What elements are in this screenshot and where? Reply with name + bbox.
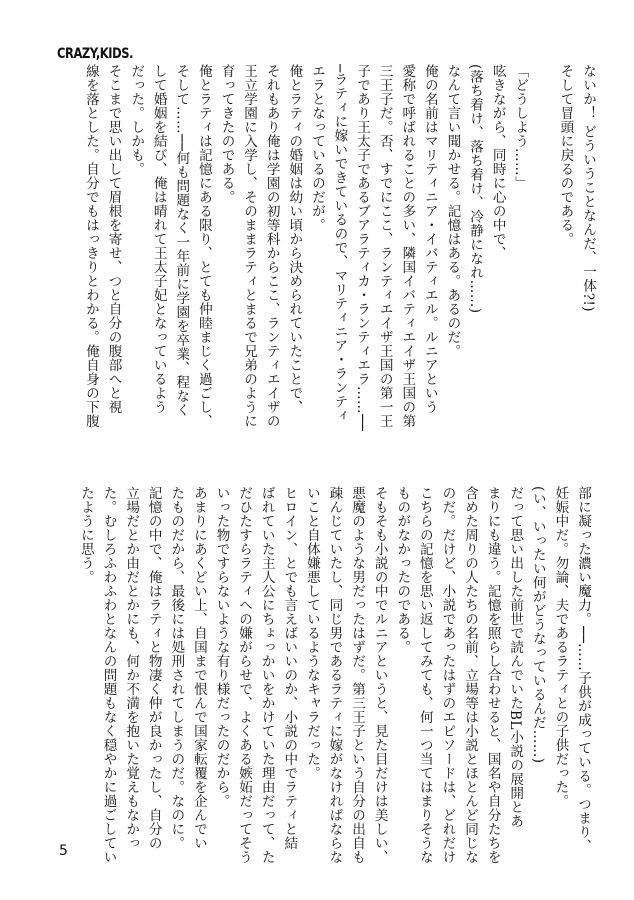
text-line: 俺とラティは記憶にある限り、とても仲睦まじく過ごし、 <box>195 64 212 428</box>
text-line <box>531 64 554 464</box>
text-line: 子であり王太子であるブアラティカ・ランティエラ……── <box>354 64 371 432</box>
text-line: いこと自体嫌悪しているようなキャラだった。 <box>303 486 320 780</box>
text-line: 三王子だ。否、すでにここ、ランティエイザ王国の第一王 <box>376 64 393 428</box>
text-line: 線を落とした。自分でもはっきりとわかる。俺自身の下腹 <box>82 64 99 428</box>
text-line: まりにも違う。記憶を照らし合わせると、国名や自分たちを <box>484 486 501 864</box>
text-line: 愛称で呼ばれることの多い、隣国イバティエイザ王国の第 <box>399 64 416 428</box>
text-line: 含めた周りの人たちの名前、立場等は小説とほとんど同じな <box>462 486 479 864</box>
text-line: だって思い出した前世で読んでいたBL小説の展開とあ <box>507 486 524 828</box>
text-line: そして……──何も問題なく一年前に学園を卒業、程なく <box>173 64 190 418</box>
text-line: そこまで思い出して眉根を寄せ、つと自分の腹部へと視 <box>105 64 122 414</box>
text-line: して婚姻を結び、俺は晴れて王太子妃となっているよう <box>150 64 167 414</box>
text-line: それもあり俺は学園の初等科からここ、ランティエイザの <box>263 64 280 428</box>
text-line: 疎んじていたし、同じ男であるラティに嫁がなければならな <box>326 486 343 864</box>
text-line: 立場だとか由だとかにも、何か不満を抱いた覚えもなかっ <box>123 486 140 850</box>
text-line: のだ。だけど、小説であったはずのエピソードは、どれだけ <box>439 486 456 864</box>
text-line: ─ラティに嫁いできているので、マリティニア・ランティ <box>331 64 348 423</box>
text-line: ばれていた主人公にちょっかいをかけていた理由だって、た <box>258 486 275 864</box>
text-line: 「どうしよう……」 <box>512 64 529 190</box>
text-line: 俺とラティの婚姻は幼い頃から決められていたことで、 <box>286 64 303 414</box>
text-line: いった物ですらないような有り様だったのだから。 <box>213 486 230 808</box>
text-line: 部に凝った濃い魔力。──……子供が成っている。つまり、 <box>575 486 591 854</box>
text-line: たものだから、最後には処刑されてしまうのだ。なのに。 <box>168 486 185 850</box>
text-line: 悪魔のような男だったはずだ。第三王子という自分の出自も <box>349 486 366 864</box>
text-line: 俺の名前はマリティニア・イバティエル。ルニアという <box>421 64 438 414</box>
text-line: なんて言い聞かせる。記憶はある。あるのだ。 <box>444 64 461 358</box>
text-line: そして冒頭に戻るのである。 <box>557 64 574 246</box>
text-line: エラとなっているのだが。 <box>308 64 325 232</box>
text-line: 妊娠中だ。勿論、夫であるラティとの子供だった。 <box>552 486 569 808</box>
text-line: 呟きながら、同時に心の中で、 <box>489 64 506 260</box>
text-line: ないか！ どういうことなんだ、一体?!) <box>580 64 596 312</box>
text-line: 記憶の中で、俺はラティと物凄く仲が良かったし、自分の <box>145 486 162 850</box>
text-line: たように思う。 <box>77 486 94 584</box>
text-line: だった。しかも。 <box>128 64 145 176</box>
text-line: こちらの記憶を思い返してみても、何一つ当てはまりそうな <box>416 486 433 864</box>
text-line: ヒロイン、とでも言えばいいのか、小説の中でラティと結 <box>281 486 298 850</box>
text-block-upper <box>79 64 599 464</box>
text-line: 王立学園に入学し、そのままラティとまるで兄弟のように <box>241 64 258 428</box>
text-line: あまりにあくどい上、自国まで恨んで国家転覆を企んでい <box>190 486 207 850</box>
book-title-header: CRAZY,KIDS. <box>57 46 134 62</box>
text-line: 育ってきたのである。 <box>218 64 235 204</box>
text-line: (い、いったい何がどうなっているんだ……) <box>529 486 546 764</box>
text-line: そもそも小説の中でルニアというと、見た目だけは美しい、 <box>371 486 388 864</box>
page-number: 5 <box>59 843 68 859</box>
text-line: ものがなかったのである。 <box>394 486 411 654</box>
text-line: だひたすらラティへの嫌がらせで、よくある嫉妬だってそう <box>236 486 253 864</box>
text-block-lower <box>74 486 594 878</box>
text-line: (落ち着け、落ち着け、冷静になれ……) <box>467 64 484 314</box>
text-line: た。むしろふわふわとなんの問題もなく穏やかに過ごしてい <box>100 486 117 864</box>
